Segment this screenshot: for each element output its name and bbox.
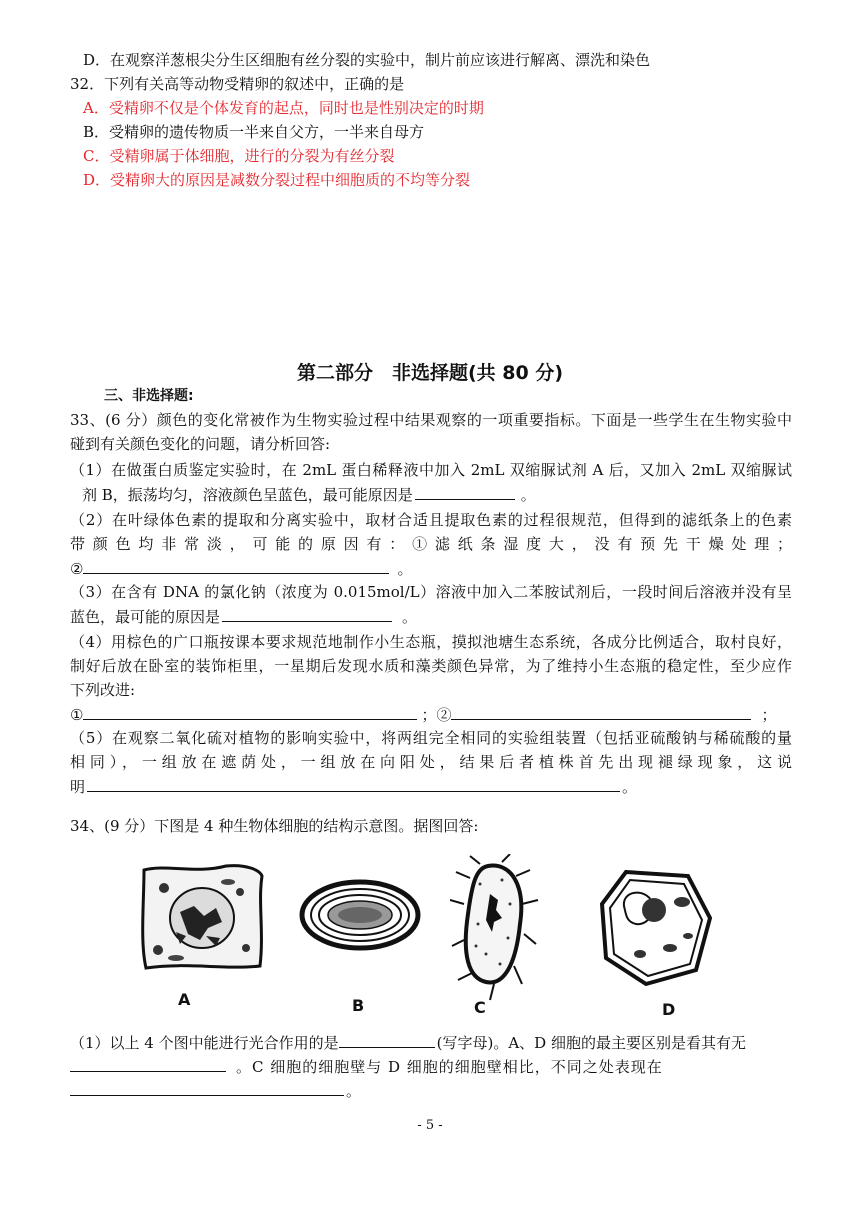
cell-c-figure — [450, 854, 540, 1002]
q33-part5-text: 明 — [70, 778, 86, 796]
circled-1: ① — [70, 706, 84, 724]
answer-blank-33-1[interactable] — [415, 484, 515, 500]
answer-blank-33-2[interactable] — [83, 558, 389, 574]
semicolon: ； — [761, 706, 777, 724]
answer-blank-33-5[interactable] — [87, 776, 620, 792]
q33-part2-line3 — [70, 558, 412, 579]
answer-blank-33-4a[interactable] — [83, 704, 417, 720]
page-number: - 5 - — [417, 1118, 443, 1133]
q34-part1-text-end: 。C 细胞的细胞壁与 D 细胞的细胞壁相比，不同之处表现在 — [236, 1058, 663, 1076]
q33-part4-line4 — [70, 704, 776, 725]
q32-stem: 32．下列有关高等动物受精卵的叙述中，正确的是 — [70, 75, 405, 93]
period: 。 — [622, 778, 638, 796]
q33-intro-line2: 碰到有关颜色变化的问题，请分析回答: — [70, 435, 331, 453]
q33-part3-text: 蓝色，最可能的原因是 — [70, 608, 221, 626]
q33-part1-line2 — [82, 484, 536, 505]
answer-blank-34-1a[interactable] — [339, 1032, 435, 1048]
period: 。 — [397, 560, 413, 578]
answer-blank-34-1c[interactable] — [70, 1080, 344, 1096]
q32-option-a: A．受精卵不仅是个体发育的起点，同时也是性别决定的时期 — [83, 99, 484, 117]
period: 。 — [402, 608, 418, 626]
cell-d-figure — [596, 866, 716, 988]
label-d: D — [662, 1000, 676, 1019]
q33-part4-line1: （4）用棕色的广口瓶按课本要求规范地制作小生态瓶，摸拟池塘生态系统，各成分比例适合，取村良好， — [70, 633, 792, 651]
q33-part2-line1: （2）在叶绿体色素的提取和分离实验中，取材合适且提取色素的过程很规范，但得到的滤纸条上的色素 — [70, 511, 792, 529]
answer-blank-33-3[interactable] — [222, 606, 392, 622]
q33-part3-line1: （3）在含有 DNA 的氯化钠（浓度为 0.015mol/L）溶液中加入二苯胺试剂后，一段时间后溶液并没有呈 — [70, 583, 792, 601]
q33-part5-line3 — [70, 776, 637, 797]
separator: ；② — [421, 706, 452, 724]
q34-part1-text-mid: (写字母)。A、D 细胞的最主要区别是看其有无 — [436, 1034, 746, 1052]
q33-part2-line2: 带颜色均非常淡，可能的原因有：①滤纸条湿度大，没有预先干燥处理； — [70, 535, 792, 553]
period: 。 — [520, 486, 536, 504]
circled-2: ② — [70, 560, 84, 578]
label-a: A — [178, 990, 191, 1009]
q32-option-d: D．受精卵大的原因是减数分裂过程中细胞质的不均等分裂 — [83, 171, 471, 189]
period: 。 — [346, 1082, 362, 1100]
q34-part1-line1 — [70, 1032, 746, 1053]
label-c: C — [474, 998, 486, 1017]
q33-part1-line1: （1）在做蛋白质鉴定实验时，在 2mL 蛋白稀释液中加入 2mL 双缩脲试剂 A 后，又加入 2mL 双缩脲试 — [70, 461, 792, 479]
part2-title: 第二部分 非选择题(共 80 分) — [296, 362, 564, 384]
q33-part5-line2: 相同），一组放在遮荫处，一组放在向阳处，结果后者植株首先出现褪绿现象，这说 — [70, 753, 792, 771]
answer-blank-34-1b[interactable] — [70, 1056, 226, 1072]
q34-part1-line3 — [70, 1080, 361, 1101]
cell-b-figure — [298, 876, 422, 954]
q33-part1-text: 剂 B，振荡均匀，溶液颜色呈蓝色，最可能原因是 — [82, 486, 413, 504]
q34-part1-line2 — [70, 1056, 663, 1077]
q33-part4-line3: 下列改进: — [70, 681, 136, 699]
cell-a-figure — [136, 862, 268, 974]
q31-option-d: D．在观察洋葱根尖分生区细胞有丝分裂的实验中，制片前应该进行解离、漂洗和染色 — [83, 51, 651, 69]
answer-blank-33-4b[interactable] — [451, 704, 751, 720]
q33-intro-line1: 33、(6 分）颜色的变化常被作为生物实验过程中结果观察的一项重要指标。下面是一些学生在生物实验中 — [70, 411, 792, 429]
section-heading: 三、非选择题: — [104, 388, 194, 404]
q33-part4-line2: 制好后放在卧室的装饰柜里，一星期后发现水质和藻类颜色异常，为了维持小生态瓶的稳定性，至少应作 — [70, 657, 792, 675]
label-b: B — [352, 996, 365, 1015]
q33-part3-line2 — [70, 606, 417, 627]
q32-option-b: B．受精卵的遗传物质一半来自父方，一半来自母方 — [83, 123, 425, 141]
q34-intro: 34、(9 分）下图是 4 种生物体细胞的结构示意图。据图回答: — [70, 817, 479, 835]
q32-option-c: C．受精卵属于体细胞，进行的分裂为有丝分裂 — [83, 147, 395, 165]
q34-part1-text: （1）以上 4 个图中能进行光合作用的是 — [70, 1034, 339, 1052]
q33-part5-line1: （5）在观察二氧化硫对植物的影响实验中，将两组完全相同的实验组装置（包括亚硫酸钠与稀硫酸的量 — [70, 729, 792, 747]
